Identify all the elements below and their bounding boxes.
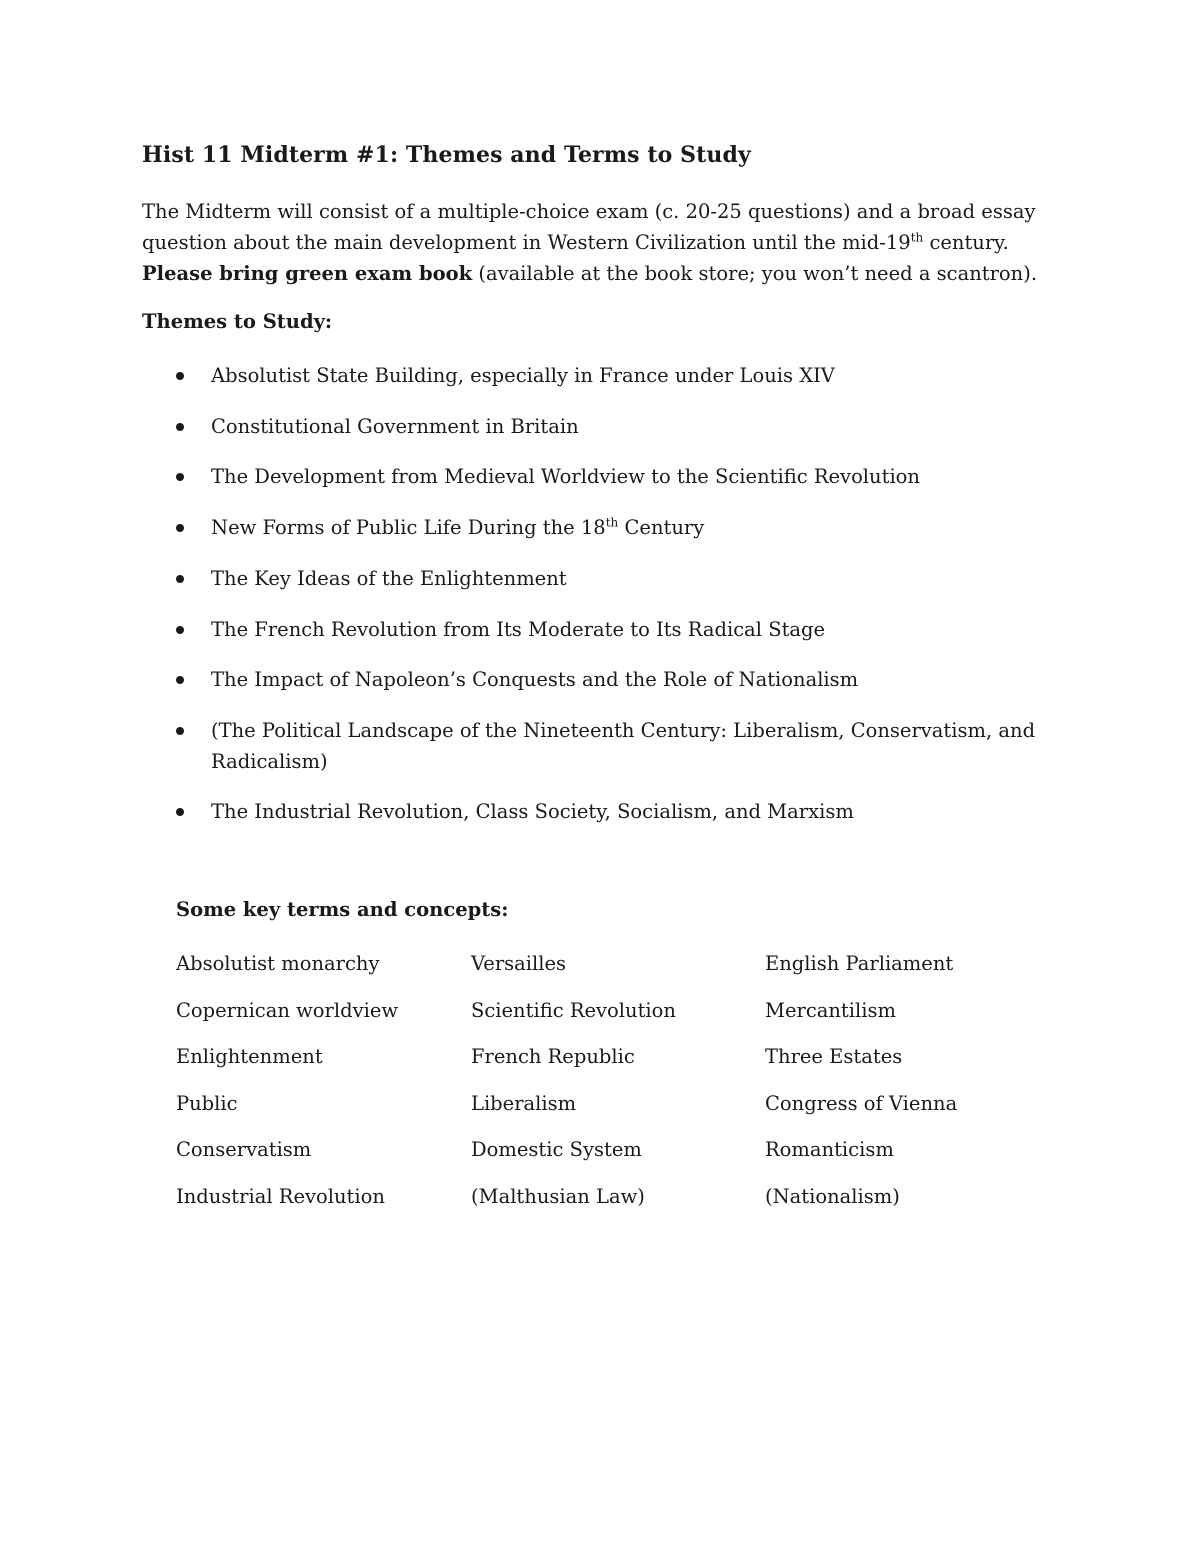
theme-text: The Key Ideas of the Enlightenment bbox=[211, 567, 567, 590]
term-cell: (Malthusian Law) bbox=[471, 1184, 645, 1208]
theme-text: Constitutional Government in Britain bbox=[211, 415, 579, 438]
term-cell: (Nationalism) bbox=[765, 1184, 900, 1208]
intro-text-2: century. bbox=[923, 231, 1009, 254]
bullet-icon bbox=[176, 524, 184, 532]
bullet-icon bbox=[176, 372, 184, 380]
page-title: Hist 11 Midterm #1: Themes and Terms to Study bbox=[142, 142, 751, 168]
intro-superscript: th bbox=[910, 230, 924, 245]
theme-text: The Development from Medieval Worldview to the Scientific Revolution bbox=[211, 465, 920, 488]
term-cell: Three Estates bbox=[765, 1045, 903, 1069]
bullet-icon bbox=[176, 473, 184, 481]
intro-text-1: The Midterm will consist of a multiple-choice exam (c. 20-25 questions) and a broad essay question about the main development in Western Civilization until the mid-19 bbox=[142, 200, 1036, 254]
term-cell: Copernican worldview bbox=[176, 998, 399, 1022]
bullet-icon bbox=[176, 575, 184, 583]
list-item bbox=[176, 563, 1036, 594]
list-item bbox=[176, 360, 1036, 391]
theme-text: The Industrial Revolution, Class Society, Socialism, and Marxism bbox=[211, 800, 854, 823]
bullet-icon bbox=[176, 626, 184, 634]
term-cell: Mercantilism bbox=[765, 998, 896, 1022]
bullet-icon bbox=[176, 727, 184, 735]
term-cell: Domestic System bbox=[471, 1138, 642, 1162]
term-cell: Romanticism bbox=[765, 1138, 894, 1162]
bullet-icon bbox=[176, 808, 184, 816]
bullet-icon bbox=[176, 423, 184, 431]
term-cell: Enlightenment bbox=[176, 1045, 323, 1069]
list-item bbox=[176, 614, 1036, 645]
list-item bbox=[176, 512, 1036, 543]
bullet-icon bbox=[176, 676, 184, 684]
term-cell: Versailles bbox=[471, 952, 567, 975]
term-cell: Public bbox=[176, 1091, 238, 1115]
term-cell: Absolutist monarchy bbox=[176, 952, 380, 975]
theme-text: (The Political Landscape of the Nineteenth Century: Liberalism, Conservatism, and Radicalism) bbox=[211, 719, 1036, 773]
theme-text: The French Revolution from Its Moderate to Its Radical Stage bbox=[211, 618, 826, 641]
list-item bbox=[176, 411, 1036, 442]
list-item bbox=[176, 461, 1036, 492]
list-item bbox=[176, 796, 1036, 827]
list-item bbox=[176, 715, 1036, 777]
terms-heading: Some key terms and concepts: bbox=[176, 898, 509, 921]
term-cell: Congress of Vienna bbox=[765, 1091, 958, 1115]
theme-text: The Impact of Napoleon’s Conquests and the Role of Nationalism bbox=[211, 668, 859, 691]
theme-text-main: New Forms of Public Life During the 18 bbox=[211, 516, 606, 539]
term-cell: English Parliament bbox=[765, 952, 954, 975]
theme-text-after: Century bbox=[618, 516, 705, 539]
term-cell: Scientific Revolution bbox=[471, 998, 676, 1022]
theme-superscript: th bbox=[605, 515, 619, 530]
theme-text bbox=[211, 512, 1036, 543]
list-item bbox=[176, 664, 1036, 695]
intro-bold-text: Please bring green exam book bbox=[142, 262, 473, 285]
term-cell: Industrial Revolution bbox=[176, 1184, 385, 1208]
intro-text-3: (available at the book store; you won’t need a scantron). bbox=[472, 262, 1038, 285]
intro-paragraph bbox=[142, 196, 1062, 289]
theme-text: Absolutist State Building, especially in France under Louis XIV bbox=[211, 364, 835, 387]
themes-heading: Themes to Study: bbox=[142, 310, 333, 333]
term-cell: French Republic bbox=[471, 1045, 635, 1069]
term-cell: Conservatism bbox=[176, 1138, 312, 1162]
term-cell: Liberalism bbox=[471, 1091, 577, 1115]
